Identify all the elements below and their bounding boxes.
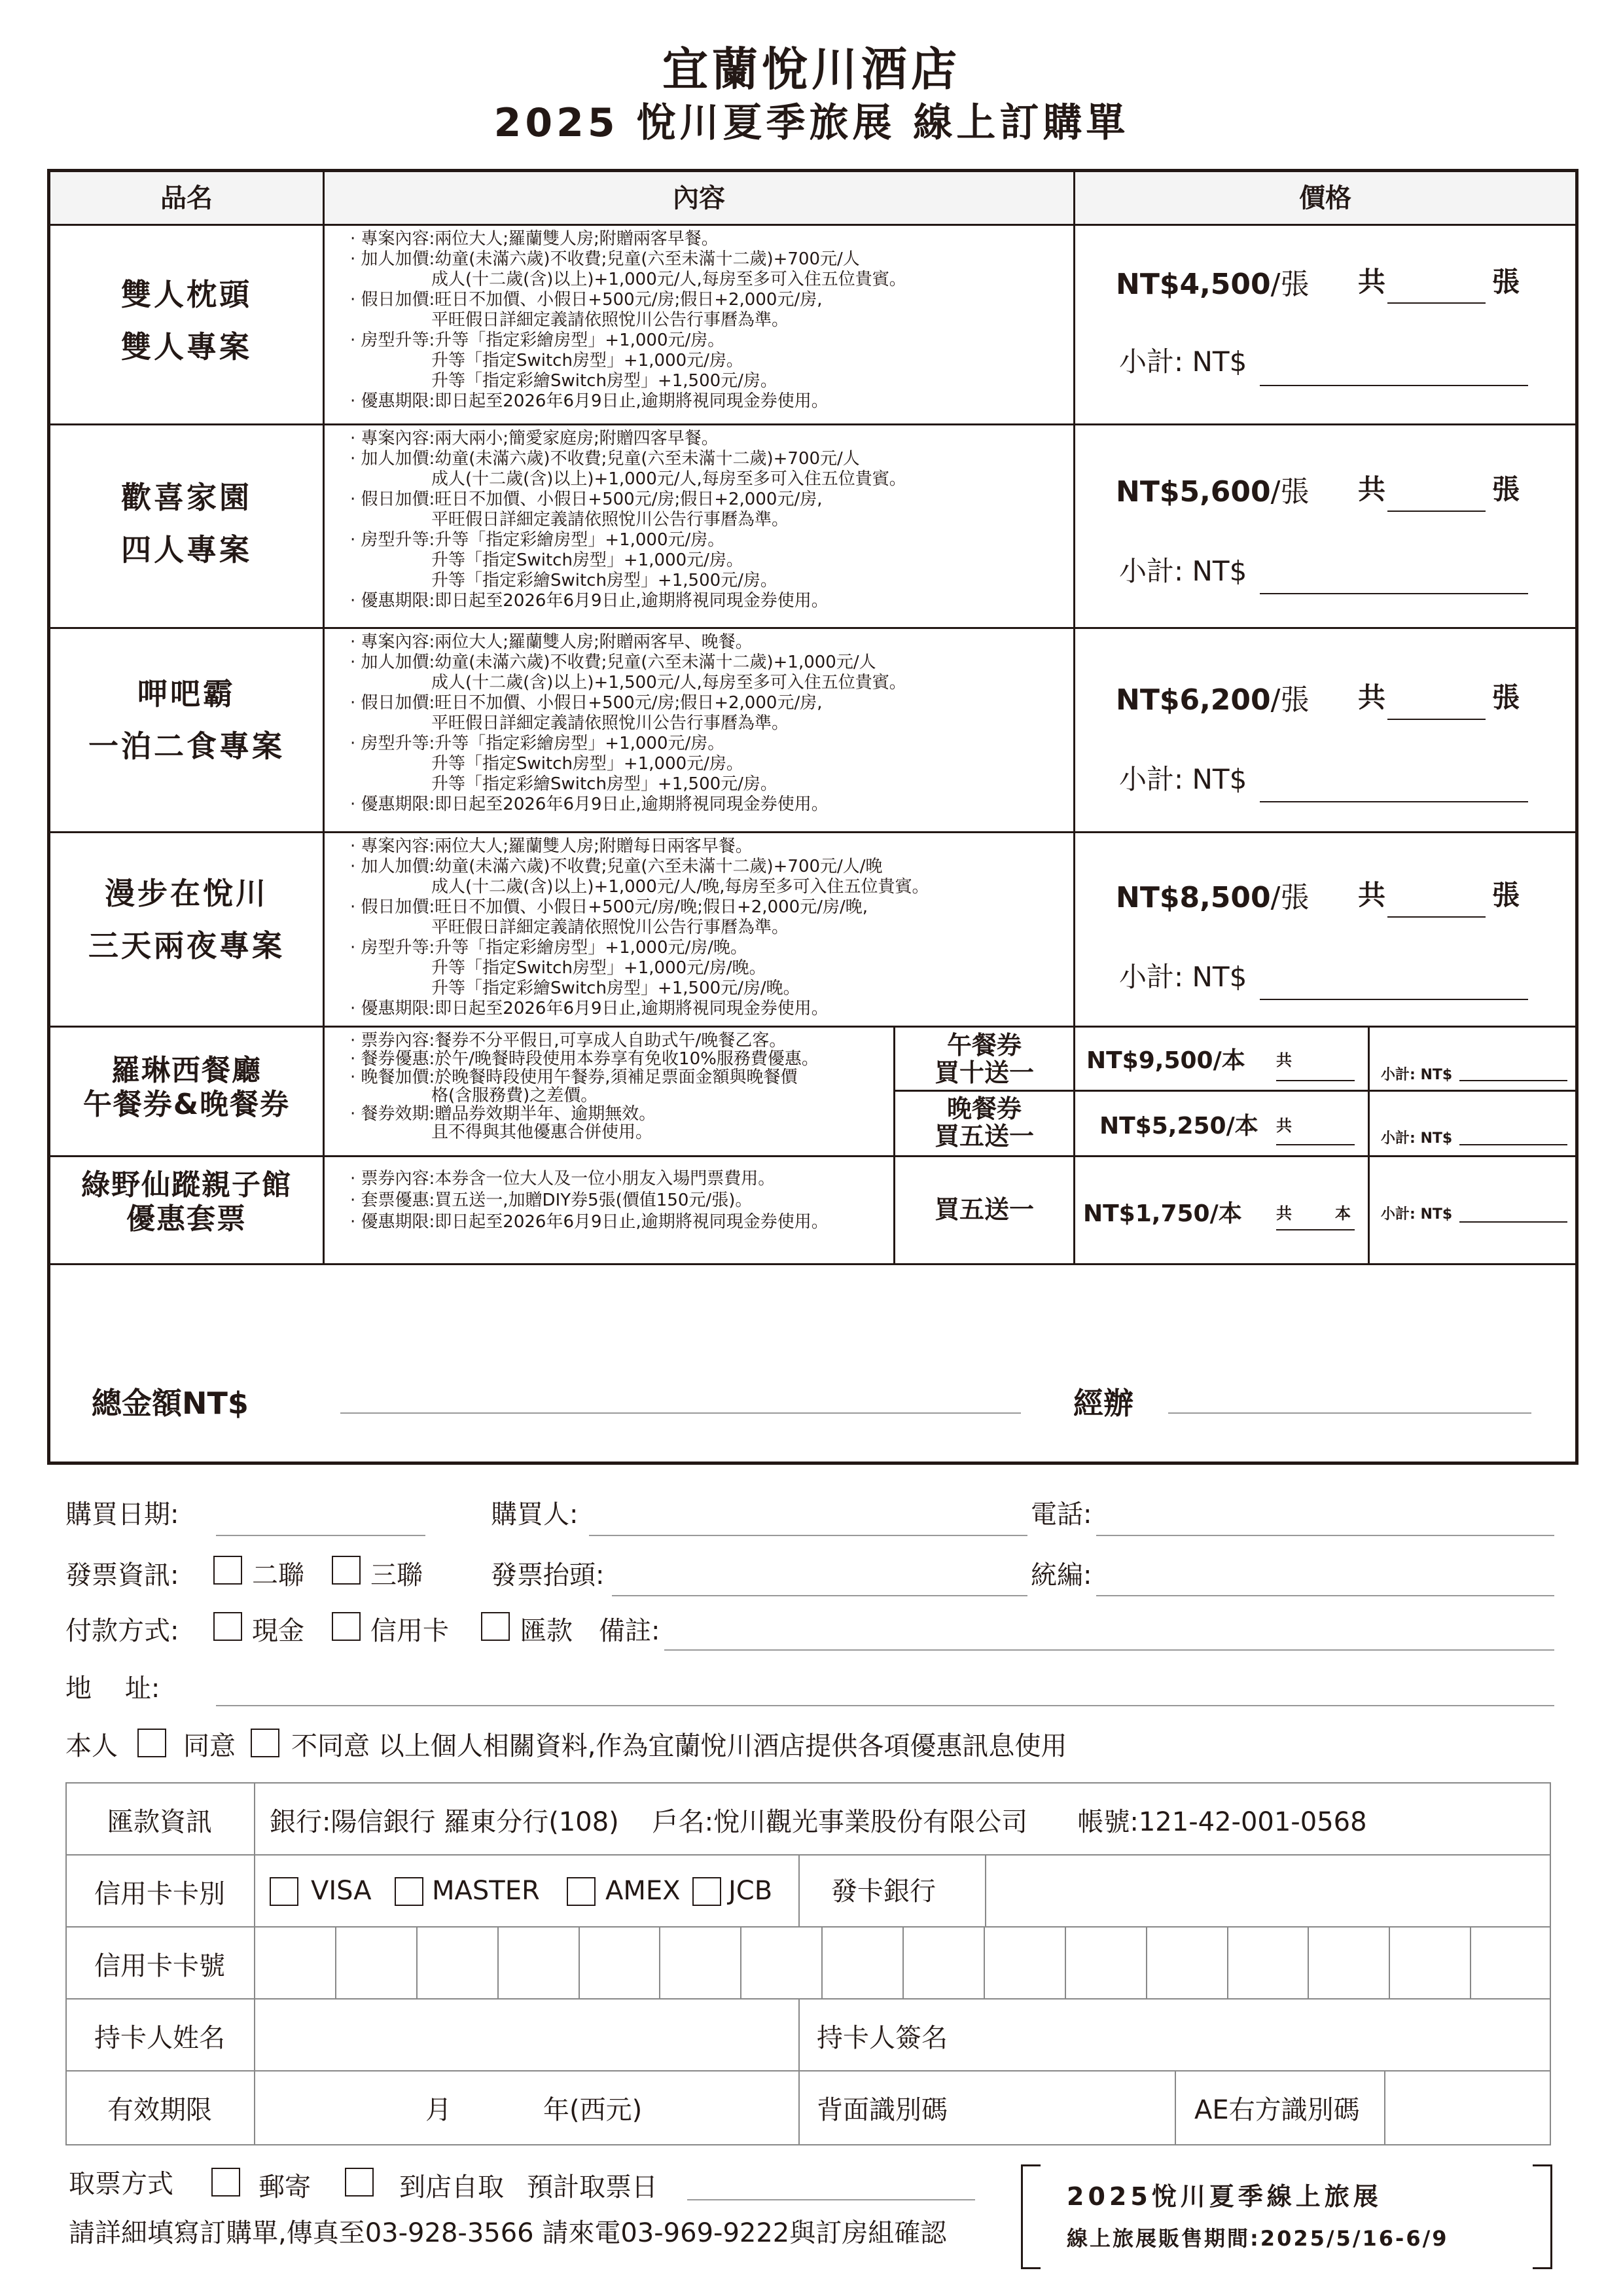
subtotal-field[interactable] bbox=[1260, 385, 1528, 386]
package-subname: 四人專案 bbox=[121, 532, 252, 567]
qty-pre: 共 bbox=[1358, 879, 1386, 911]
pay-card-label: 信用卡 bbox=[370, 1616, 449, 1646]
restaurant-subname: 午餐券&晚餐券 bbox=[82, 1088, 291, 1121]
invoice-label: 發票資訊: bbox=[65, 1560, 179, 1590]
card-digit-divider bbox=[740, 1926, 741, 1998]
qty-post: 張 bbox=[1492, 879, 1520, 911]
col-divider bbox=[1175, 2070, 1176, 2145]
subtotal-field[interactable] bbox=[1260, 801, 1528, 802]
park-subtotal-field[interactable] bbox=[1459, 1221, 1567, 1223]
invoice-title-label: 發票抬頭: bbox=[491, 1560, 605, 1590]
pickup-store-label: 到店自取 bbox=[399, 2172, 504, 2202]
park-name: 綠野仙蹤親子館 bbox=[81, 1168, 292, 1202]
dinner-subtotal-field[interactable] bbox=[1459, 1144, 1567, 1145]
pay-cash-checkbox[interactable] bbox=[213, 1612, 242, 1641]
row-divider bbox=[65, 1926, 1551, 1928]
package-subname: 雙人專案 bbox=[121, 329, 252, 365]
card-no-label: 信用卡卡號 bbox=[94, 1951, 225, 1981]
subtotal-field[interactable] bbox=[1260, 593, 1528, 594]
expiry-month: 月 bbox=[425, 2095, 452, 2125]
notice-title: 2025悅川夏季線上旅展 bbox=[1067, 2182, 1382, 2211]
hotel-name: 宜蘭悅川酒店 bbox=[662, 43, 961, 96]
qty-pre: 共 bbox=[1276, 1204, 1292, 1223]
pay-transfer-label: 匯款 bbox=[520, 1616, 573, 1646]
date-field[interactable] bbox=[216, 1535, 425, 1536]
transfer-info: 銀行:陽信銀行 羅東分行(108) 戶名:悅川觀光事業股份有限公司 帳號:121-42-001-0568 bbox=[270, 1807, 1367, 1837]
park-qty-field[interactable] bbox=[1276, 1229, 1355, 1230]
package-desc: · 專案內容:兩大兩小;簡愛家庭房;附贈四客早餐。 · 加人加價:幼童(未滿六歲)不收費;兒童(六至未滿十二歲)+700元/人 成人(十二歲(含)以上)+1,000元/人,每房至多可入住五位貴賓。 · 假日加價:旺日不加價、小假日+500元/房;假日+2,000元/房, 平旺假日詳細定義請依照悅川公告行事曆為準。 · 房型升等:升等「指定彩繪房型」+1,000元/房。 升等「指定Switch房型」+1,000元/房。 升等「指定彩繪Switch房型」+1,500元/房。 · 優惠期限:即日起至2026年6月9日止,逾期將視同現金券使用。 bbox=[350, 429, 906, 611]
restaurant-name: 羅琳西餐廳 bbox=[111, 1054, 262, 1087]
lunch-deal: 午餐券 bbox=[946, 1031, 1022, 1060]
package-name: 歡喜家園 bbox=[121, 480, 252, 515]
card-digit-divider bbox=[1227, 1926, 1228, 1998]
qty-field[interactable] bbox=[1387, 302, 1486, 304]
row-divider bbox=[50, 423, 1575, 425]
phone-field[interactable] bbox=[1096, 1535, 1554, 1536]
pickup-label: 取票方式 bbox=[69, 2169, 173, 2199]
subtotal-field[interactable] bbox=[1260, 999, 1528, 1000]
note-label: 備註: bbox=[599, 1616, 660, 1646]
qty-field[interactable] bbox=[1387, 511, 1486, 512]
pickup-date-field[interactable] bbox=[687, 2199, 975, 2200]
col-header-name: 品名 bbox=[160, 183, 213, 213]
phone-label: 電話: bbox=[1031, 1499, 1092, 1530]
card-digit-divider bbox=[1308, 1926, 1309, 1998]
jcb-checkbox[interactable] bbox=[692, 1877, 721, 1906]
lunch-qty-field[interactable] bbox=[1276, 1080, 1355, 1081]
col-divider bbox=[985, 1854, 986, 1926]
qty-post: 張 bbox=[1492, 473, 1520, 505]
qty-pre: 共 bbox=[1358, 681, 1386, 713]
subtotal-label: 小計: NT$ bbox=[1119, 763, 1247, 795]
package-desc: · 專案內容:兩位大人;羅蘭雙人房;附贈兩客早、晚餐。 · 加人加價:幼童(未滿六歲)不收費;兒童(六至未滿十二歲)+1,000元/人 成人(十二歲(含)以上)+1,500元/人,每房至多可入住五位貴賓。 · 假日加價:旺日不加價、小假日+500元/房;假日+2,000元/房, 平旺假日詳細定義請依照悅川公告行事曆為準。 · 房型升等:升等「指定彩繪房型」+1,000元/房。 升等「指定Switch房型」+1,000元/房。 升等「指定彩繪Switch房型」+1,500元/房。 · 優惠期限:即日起至2026年6月9日止,逾期將視同現金券使用。 bbox=[350, 632, 906, 814]
card-digit-divider bbox=[1065, 1926, 1066, 1998]
amex-checkbox[interactable] bbox=[567, 1877, 596, 1906]
subtotal-label: 小計: NT$ bbox=[1381, 1206, 1453, 1223]
visa-checkbox[interactable] bbox=[270, 1877, 298, 1906]
consent-agree-checkbox[interactable] bbox=[137, 1729, 166, 1757]
qty-pre: 共 bbox=[1276, 1117, 1292, 1135]
subtotal-label: 小計: NT$ bbox=[1119, 346, 1247, 378]
card-digit-divider bbox=[1389, 1926, 1390, 1998]
lunch-subtotal-field[interactable] bbox=[1459, 1080, 1567, 1081]
card-digit-divider bbox=[984, 1926, 985, 1998]
holder-sign-label: 持卡人簽名 bbox=[817, 2023, 948, 2053]
total-label: 總金額NT$ bbox=[92, 1386, 249, 1421]
col-divider bbox=[1073, 1026, 1075, 1263]
card-digit-divider bbox=[902, 1926, 904, 1998]
qty-field[interactable] bbox=[1387, 719, 1486, 720]
package-price: NT$6,200/張 bbox=[1116, 683, 1310, 717]
lunch-deal-terms: 買十送一 bbox=[934, 1058, 1034, 1087]
dinner-deal-terms: 買五送一 bbox=[934, 1122, 1034, 1151]
card-digit-divider bbox=[659, 1926, 660, 1998]
subtotal-label: 小計: NT$ bbox=[1119, 961, 1247, 993]
tax-id-label: 統編: bbox=[1031, 1560, 1092, 1590]
dinner-deal: 晚餐券 bbox=[946, 1094, 1022, 1123]
col-divider bbox=[798, 1998, 800, 2145]
notice-period: 線上旅展販售期間:2025/5/16-6/9 bbox=[1067, 2226, 1449, 2251]
notice-bracket-left bbox=[1021, 2164, 1041, 2269]
col-divider bbox=[254, 1782, 255, 2145]
ae-label: AE右方識別碼 bbox=[1194, 2095, 1360, 2125]
package-price: NT$8,500/張 bbox=[1116, 881, 1310, 914]
park-deal: 買五送一 bbox=[934, 1195, 1034, 1224]
invoice-title-field[interactable] bbox=[612, 1595, 1027, 1596]
invoice-three-label: 三聯 bbox=[370, 1560, 423, 1590]
col-divider bbox=[1384, 2070, 1385, 2145]
master-checkbox[interactable] bbox=[395, 1877, 423, 1906]
row-divider bbox=[50, 224, 1575, 226]
restaurant-desc: · 票券內容:餐券不分平假日,可享成人自助式午/晚餐乙客。 · 餐券優惠:於午/晚餐時段使用本券享有免收10%服務費優惠。 · 晚餐加價:於晚餐時段使用午餐券,須補足票面金額與晚餐價 格(含服務費)之差價。 · 餐券效期:贈品券效期半年、逾期無效。 且不得與其他優惠合併使用。 bbox=[350, 1031, 819, 1142]
package-desc: · 專案內容:兩位大人;羅蘭雙人房;附贈兩客早餐。 · 加人加價:幼童(未滿六歲)不收費;兒童(六至未滿十二歲)+700元/人 成人(十二歲(含)以上)+1,000元/人,每房至多可入住五位貴賓。 · 假日加價:旺日不加價、小假日+500元/房;假日+2,000元/房, 平旺假日詳細定義請依照悅川公告行事曆為準。 · 房型升等:升等「指定彩繪房型」+1,000元/房。 升等「指定Switch房型」+1,000元/房。 升等「指定彩繪Switch房型」+1,500元/房。 · 優惠期限:即日起至2026年6月9日止,逾期將視同現金券使用。 bbox=[350, 229, 906, 411]
invoice-two-label: 二聯 bbox=[252, 1560, 304, 1590]
invoice-two-checkbox[interactable] bbox=[213, 1556, 242, 1585]
consent-disagree-checkbox[interactable] bbox=[251, 1729, 279, 1757]
qty-post: 本 bbox=[1335, 1204, 1351, 1223]
package-desc: · 專案內容:兩位大人;羅蘭雙人房;附贈每日兩客早餐。 · 加人加價:幼童(未滿六歲)不收費;兒童(六至未滿十二歲)+700元/人/晚 成人(十二歲(含)以上)+1,000元/人/晚,每房至多可入住五位貴賓。 · 假日加價:旺日不加價、小假日+500元/房/晚;假日+2,000元/房/晚, 平旺假日詳細定義請依照悅川公告行事曆為準。 · 房型升等:升等「指定彩繪房型」+1,000元/房/晚。 升等「指定Switch房型」+1,000元/房/晚。 升等「指定彩繪Switch房型」+1,500元/房/晚。 · 優惠期限:即日起至2026年6月9日止,逾期將視同現金券使用。 bbox=[350, 836, 929, 1018]
handler-field[interactable] bbox=[1168, 1412, 1531, 1414]
lunch-price: NT$9,500/本 bbox=[1086, 1047, 1245, 1074]
issuer-label: 發卡銀行 bbox=[831, 1876, 936, 1907]
consent-agree-label: 同意 bbox=[183, 1731, 236, 1761]
col-divider bbox=[798, 1854, 800, 1926]
pickup-mail-checkbox[interactable] bbox=[211, 2168, 240, 2197]
expiry-label: 有效期限 bbox=[107, 2095, 212, 2125]
payment-label: 付款方式: bbox=[65, 1616, 179, 1646]
card-digit-divider bbox=[1146, 1926, 1147, 1998]
qty-pre: 共 bbox=[1358, 473, 1386, 505]
address-field[interactable] bbox=[216, 1705, 1554, 1706]
package-price: NT$4,500/張 bbox=[1116, 268, 1310, 301]
buyer-field[interactable] bbox=[589, 1535, 1027, 1536]
subtotal-label: 小計: NT$ bbox=[1119, 555, 1247, 587]
row-divider bbox=[50, 1263, 1575, 1265]
address-label: 地 址: bbox=[65, 1674, 160, 1704]
row-divider bbox=[50, 1026, 1575, 1028]
row-divider bbox=[50, 627, 1575, 629]
pickup-date-label: 預計取票日 bbox=[527, 2172, 658, 2202]
row-divider bbox=[65, 1998, 1551, 2000]
consent-disagree-label: 不同意 以上個人相關資料,作為宜蘭悅川酒店提供各項優惠訊息使用 bbox=[291, 1731, 1067, 1761]
instructions: 請詳細填寫訂購單,傳真至03-928-3566 請來電03-969-9222與訂房組確認 bbox=[69, 2218, 947, 2248]
package-name: 呷吧霸 bbox=[137, 676, 236, 711]
park-price: NT$1,750/本 bbox=[1083, 1200, 1242, 1227]
dinner-price: NT$5,250/本 bbox=[1099, 1113, 1258, 1139]
amex-label: AMEX bbox=[605, 1876, 681, 1906]
pickup-store-checkbox[interactable] bbox=[345, 2168, 374, 2197]
row-divider bbox=[65, 2070, 1551, 2072]
pay-transfer-checkbox[interactable] bbox=[481, 1612, 510, 1641]
notice-bracket-right bbox=[1533, 2164, 1552, 2269]
card-digit-divider bbox=[579, 1926, 580, 1998]
expiry-year: 年(西元) bbox=[543, 2095, 643, 2125]
package-name: 雙人枕頭 bbox=[121, 277, 252, 312]
date-label: 購買日期: bbox=[65, 1499, 179, 1530]
package-price: NT$5,600/張 bbox=[1116, 475, 1310, 509]
card-digit-divider bbox=[821, 1926, 823, 1998]
subtotal-label: 小計: NT$ bbox=[1381, 1130, 1453, 1147]
tax-id-field[interactable] bbox=[1096, 1595, 1554, 1596]
buyer-label: 購買人: bbox=[491, 1499, 579, 1530]
package-subname: 三天兩夜專案 bbox=[88, 928, 285, 963]
consent-prefix: 本人 bbox=[65, 1731, 118, 1761]
holder-name-label: 持卡人姓名 bbox=[94, 2023, 225, 2053]
total-field[interactable] bbox=[340, 1412, 1021, 1414]
form-title: 2025 悅川夏季旅展 線上訂購單 bbox=[493, 100, 1130, 146]
col-divider bbox=[323, 172, 325, 1265]
package-subname: 一泊二食專案 bbox=[88, 728, 285, 764]
row-divider bbox=[50, 831, 1575, 833]
invoice-three-checkbox[interactable] bbox=[332, 1556, 361, 1585]
card-digit-divider bbox=[497, 1926, 499, 1998]
note-field[interactable] bbox=[664, 1649, 1554, 1651]
qty-pre: 共 bbox=[1358, 266, 1386, 298]
transfer-label: 匯款資訊 bbox=[107, 1807, 212, 1837]
jcb-label: JCB bbox=[728, 1876, 773, 1906]
col-divider bbox=[1368, 1026, 1370, 1263]
visa-label: VISA bbox=[311, 1876, 372, 1906]
pay-cash-label: 現金 bbox=[252, 1616, 304, 1646]
col-divider bbox=[1073, 172, 1075, 1026]
dinner-qty-field[interactable] bbox=[1276, 1144, 1355, 1145]
park-desc: · 票券內容:本券含一位大人及一位小朋友入場門票費用。 · 套票優惠:買五送一,加贈DIY券5張(價值150元/張)。 · 優惠期限:即日起至2026年6月9日止,逾期將視同現金券使用。 bbox=[350, 1169, 829, 1232]
col-header-price: 價格 bbox=[1299, 183, 1351, 213]
row-divider bbox=[65, 1854, 1551, 1856]
row-divider bbox=[50, 1155, 1575, 1157]
qty-post: 張 bbox=[1492, 266, 1520, 298]
card-type-label: 信用卡卡別 bbox=[94, 1879, 225, 1909]
card-digit-divider bbox=[416, 1926, 418, 1998]
cvv-label: 背面識別碼 bbox=[817, 2095, 948, 2125]
pay-card-checkbox[interactable] bbox=[332, 1612, 361, 1641]
master-label: MASTER bbox=[432, 1876, 540, 1906]
pickup-mail-label: 郵寄 bbox=[259, 2172, 311, 2202]
qty-field[interactable] bbox=[1387, 916, 1486, 918]
row-divider bbox=[893, 1090, 1575, 1092]
handler-label: 經辦 bbox=[1073, 1386, 1133, 1421]
package-name: 漫步在悅川 bbox=[105, 876, 268, 911]
qty-post: 張 bbox=[1492, 681, 1520, 713]
subtotal-label: 小計: NT$ bbox=[1381, 1067, 1453, 1083]
card-digit-divider bbox=[1470, 1926, 1471, 1998]
col-header-content: 內容 bbox=[673, 183, 725, 213]
park-subname: 優惠套票 bbox=[126, 1202, 247, 1236]
qty-pre: 共 bbox=[1276, 1051, 1292, 1069]
card-digit-divider bbox=[335, 1926, 336, 1998]
